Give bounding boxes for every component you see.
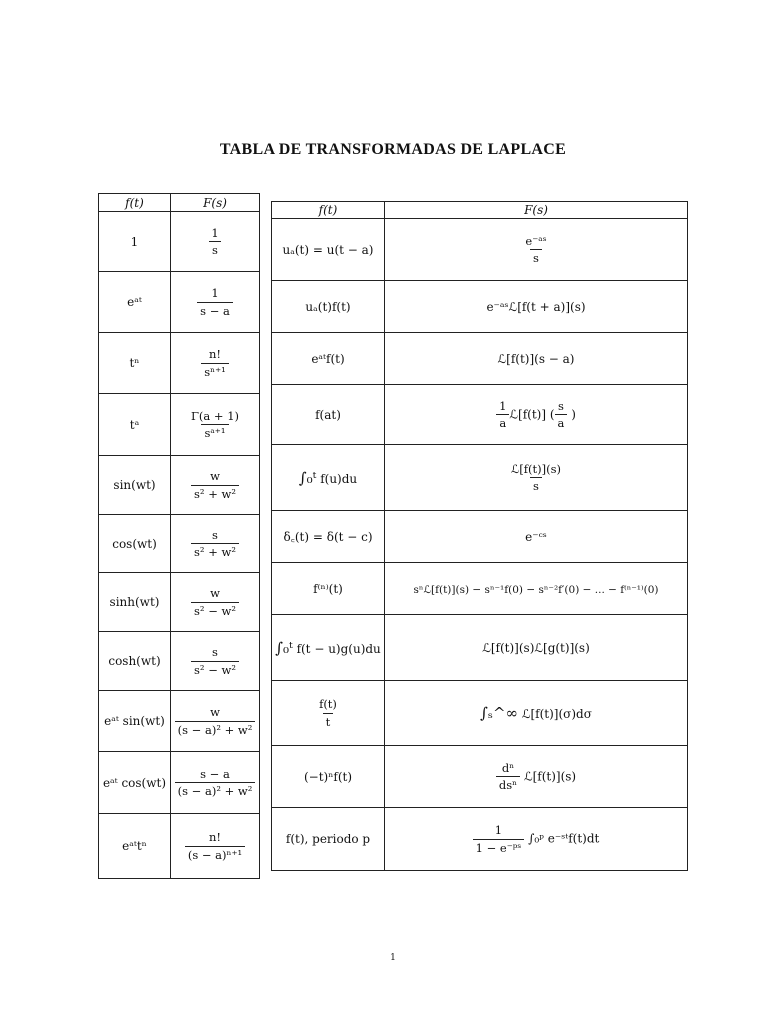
transform-fraction: [197, 286, 233, 318]
denominator: a: [496, 414, 509, 430]
transform-expression: ℒ[f(t)](s − a): [497, 351, 575, 366]
numerator: f(t): [319, 697, 337, 712]
function-expression: f(u)du: [320, 471, 358, 486]
denominator: s: [530, 249, 542, 265]
transform-cell: [385, 681, 688, 746]
function-cell: [99, 394, 171, 456]
table-row: [272, 808, 688, 871]
function-cell: [272, 563, 385, 615]
transform-fraction: [473, 823, 525, 855]
function-cell: [99, 632, 171, 691]
transform-fraction: [191, 586, 239, 618]
transform-cell: [385, 219, 688, 281]
function-cell: [99, 814, 171, 879]
transform-expression: ℒ[f(t)] (: [509, 407, 555, 421]
transform-cell: [171, 632, 260, 691]
transform-fraction: [208, 226, 221, 258]
function-cell: [99, 333, 171, 394]
transform-cell: [385, 511, 688, 563]
function-fraction: [316, 697, 340, 729]
transform-expression: ℒ[f(t)](σ)dσ: [521, 707, 592, 721]
function-cell: [272, 281, 385, 333]
function-expression: eᵃᵗ cos(wt): [102, 775, 167, 790]
transform-expression: ℒ[f(t)](s)ℒ[g(t)](s): [482, 640, 590, 655]
denominator: (s − a)² + w²: [175, 782, 256, 798]
function-expression: tᵃ: [129, 417, 140, 432]
numerator: 1: [499, 398, 507, 413]
function-expression: f(at): [315, 407, 341, 422]
denominator: (s − a)² + w²: [175, 721, 256, 737]
transform-cell: [385, 746, 688, 808]
function-cell: [99, 752, 171, 814]
table-row: [272, 511, 688, 563]
numerator: e⁻ᵃˢ: [525, 233, 547, 248]
function-expression: uₐ(t) = u(t − a): [282, 242, 374, 257]
table-row: [272, 615, 688, 681]
function-expression: uₐ(t)f(t): [305, 299, 351, 314]
denominator: s² − w²: [191, 602, 239, 618]
table-row: [99, 272, 260, 333]
page-number: 1: [390, 953, 396, 963]
numerator: 1: [211, 225, 219, 240]
function-cell: [99, 691, 171, 752]
transform-cell: [171, 212, 260, 272]
function-cell: [99, 212, 171, 272]
table-header-row: [99, 194, 260, 212]
table-row: [99, 632, 260, 691]
transform-cell: [171, 814, 260, 879]
numerator: 1: [494, 823, 503, 838]
numerator: Γ(a + 1): [190, 408, 240, 423]
column-header-f: f(t): [272, 202, 385, 219]
denominator: s² + w²: [191, 543, 239, 559]
transform-expression: e⁻ᶜˢ: [525, 529, 547, 544]
table-row: [272, 385, 688, 445]
integral-sign: ∫₀ᵗ: [275, 638, 293, 657]
function-cell: [272, 385, 385, 445]
numerator: w: [210, 705, 220, 720]
right-transform-table: [271, 201, 688, 871]
denominator: sᵃ⁺¹: [201, 424, 228, 440]
table-row: [99, 814, 260, 879]
function-cell: [99, 456, 171, 515]
numerator: s − a: [200, 766, 230, 781]
function-expression: 1: [130, 234, 139, 249]
denominator: a: [555, 414, 568, 430]
table-row: [272, 563, 688, 615]
transform-cell: [385, 333, 688, 385]
function-cell: [272, 681, 385, 746]
transform-cell: [385, 808, 688, 871]
denominator: s² − w²: [191, 661, 239, 677]
transform-expression: ): [571, 407, 576, 421]
function-expression: eᵃᵗ sin(wt): [104, 714, 165, 728]
transform-fraction: [555, 399, 568, 431]
transform-fraction: [496, 761, 520, 793]
function-expression: eᵃᵗ: [127, 295, 142, 309]
column-header-F: F(s): [385, 202, 688, 219]
numerator: s: [558, 398, 564, 413]
function-expression: tⁿ: [129, 356, 140, 370]
table-row: [272, 333, 688, 385]
numerator: n!: [208, 347, 222, 362]
table-row: [272, 746, 688, 808]
numerator: ℒ[f(t)](s): [511, 461, 561, 476]
transform-fraction: [191, 469, 239, 501]
transform-expression: ∫₀ᵖ e⁻ˢᵗf(t)dt: [528, 831, 600, 846]
function-expression: eᵃᵗf(t): [311, 351, 345, 366]
function-expression: f(t − u)g(u)du: [296, 641, 381, 656]
transform-fraction: [175, 767, 256, 799]
table-row: [99, 212, 260, 272]
table-header-row: [272, 202, 688, 219]
function-cell: [272, 445, 385, 511]
transform-expression: e⁻ᵃˢℒ[f(t + a)](s): [486, 299, 586, 314]
denominator: s: [209, 241, 221, 257]
transform-cell: [385, 563, 688, 615]
table-row: [272, 681, 688, 746]
denominator: s − a: [197, 302, 233, 318]
left-transform-table: [98, 193, 260, 879]
numerator: n!: [208, 830, 222, 845]
numerator: w: [210, 586, 220, 601]
function-expression: cos(wt): [112, 536, 157, 551]
transform-cell: [171, 333, 260, 394]
transform-fraction: [522, 234, 549, 266]
function-cell: [272, 808, 385, 871]
transform-cell: [171, 272, 260, 333]
denominator: (s − a)ⁿ⁺¹: [185, 846, 245, 862]
function-cell: [99, 573, 171, 632]
table-row: [99, 456, 260, 515]
table-row: [99, 394, 260, 456]
table-row: [272, 219, 688, 281]
denominator: s: [530, 477, 542, 493]
coefficient-fraction: [496, 399, 509, 431]
table-row: [99, 573, 260, 632]
function-expression: cosh(wt): [108, 654, 161, 668]
transform-fraction: [175, 705, 256, 737]
transform-cell: [385, 281, 688, 333]
function-cell: [272, 746, 385, 808]
transform-cell: [171, 394, 260, 456]
transform-fraction: [191, 528, 239, 560]
transform-expression: ℒ[f(t)](s): [523, 769, 577, 783]
column-header-F: F(s): [171, 194, 260, 212]
denominator: t: [323, 713, 334, 729]
transform-cell: [171, 573, 260, 632]
function-expression: sinh(wt): [109, 595, 160, 609]
transform-cell: [171, 515, 260, 573]
numerator: 1: [211, 286, 219, 301]
function-cell: [272, 615, 385, 681]
transform-fraction: [185, 830, 245, 862]
table-row: [272, 445, 688, 511]
transform-cell: [385, 385, 688, 445]
function-cell: [272, 219, 385, 281]
function-expression: sin(wt): [113, 478, 156, 492]
function-cell: [272, 511, 385, 563]
denominator: 1 − e⁻ᵖˢ: [473, 839, 525, 855]
transform-fraction: [508, 462, 564, 494]
transform-expression: sⁿℒ[f(t)](s) − sⁿ⁻¹f(0) − sⁿ⁻²f′(0) − ... − f⁽ⁿ⁻¹⁾(0): [413, 583, 659, 596]
function-expression: f⁽ⁿ⁾(t): [313, 581, 343, 596]
page-title: TABLA DE TRANSFORMADAS DE LAPLACE: [219, 141, 567, 158]
transform-cell: [171, 752, 260, 814]
numerator: dⁿ: [501, 760, 515, 775]
transform-cell: [171, 691, 260, 752]
numerator: s: [212, 645, 218, 660]
denominator: sⁿ⁺¹: [201, 363, 229, 379]
denominator: dsⁿ: [496, 776, 520, 792]
denominator: s² + w²: [191, 485, 239, 501]
function-expression: (−t)ⁿf(t): [303, 769, 353, 784]
numerator: w: [210, 469, 220, 484]
transform-cell: [171, 456, 260, 515]
function-expression: f(t), periodo p: [285, 832, 371, 846]
column-header-f: f(t): [99, 194, 171, 212]
transform-cell: [385, 445, 688, 511]
function-expression: δ꜀(t) = δ(t − c): [283, 530, 373, 544]
table-row: [272, 281, 688, 333]
table-row: [99, 752, 260, 814]
numerator: s: [212, 527, 218, 542]
integral-sign: ∫₀ᵗ: [298, 468, 317, 487]
function-expression: eᵃᵗtⁿ: [122, 839, 147, 853]
transform-fraction: [201, 347, 229, 379]
function-cell: [272, 333, 385, 385]
table-row: [99, 691, 260, 752]
table-row: [99, 515, 260, 573]
table-row: [99, 333, 260, 394]
integral-sign: ∫ₛ^∞: [480, 704, 519, 722]
function-cell: [99, 515, 171, 573]
transform-fraction: [191, 645, 239, 677]
transform-fraction: [188, 409, 242, 441]
function-cell: [99, 272, 171, 333]
transform-cell: [385, 615, 688, 681]
